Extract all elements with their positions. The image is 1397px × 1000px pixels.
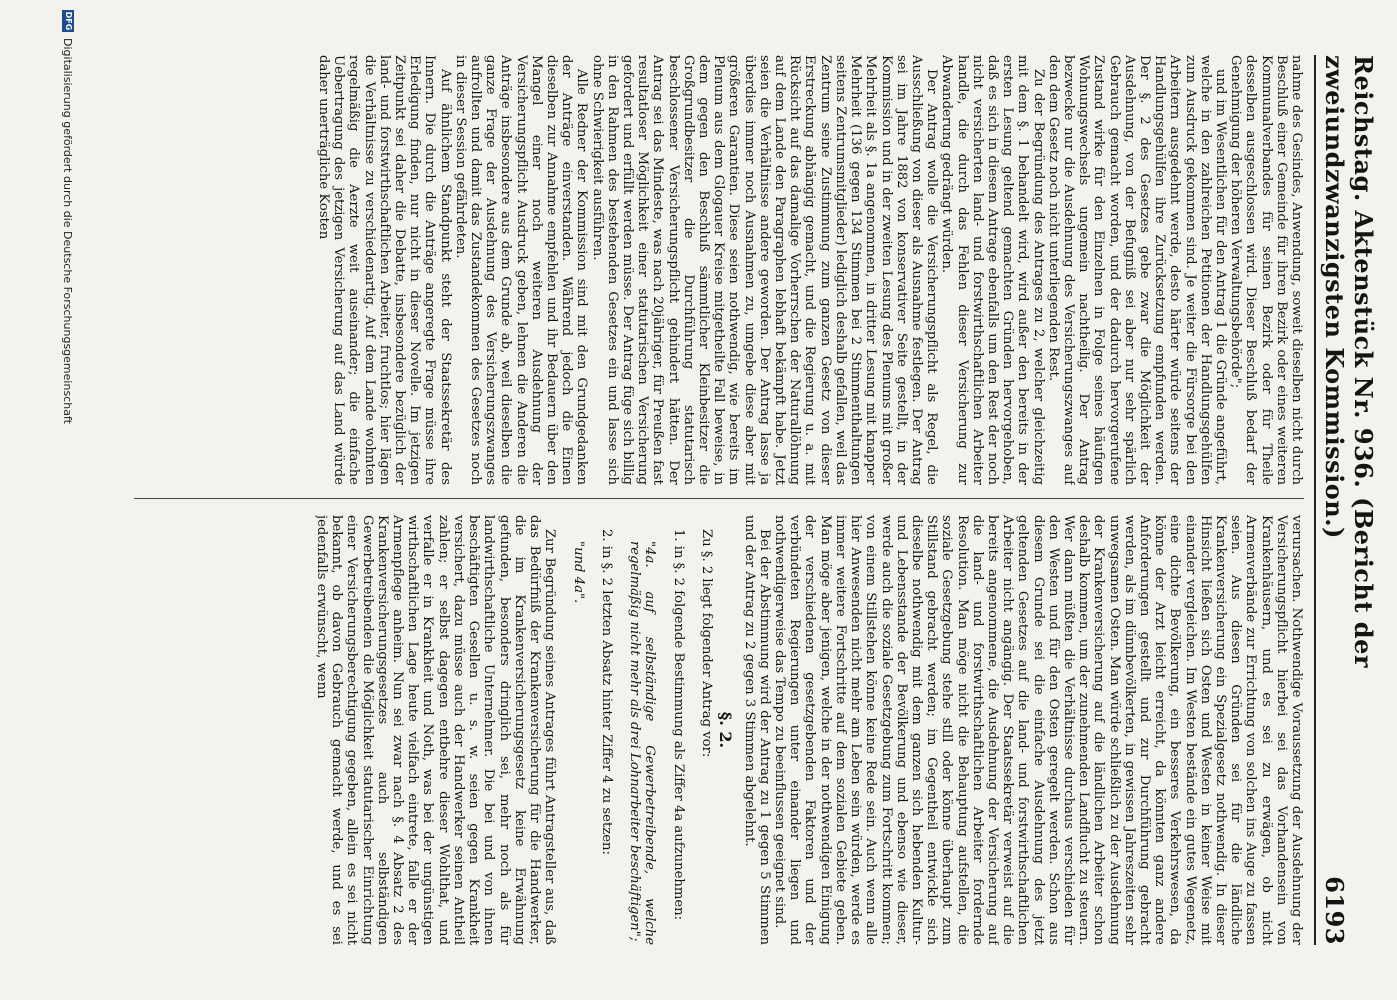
paragraph: nahme des Gesindes, Anwendung, soweit dieselben nicht durch Beschluß einer Gemeinde für ihren Bezirk oder eines weiteren Kommunalverbandes für seinen Bezirk oder für Theile desselben ausgeschlossen wird. Dieser Beschluß bedarf der Genehmigung der höheren Verwaltungsbehörde"; — [1228, 55, 1304, 485]
page-header — [1320, 55, 1378, 945]
page-header-title: Reichstag. Aktenstück Nr. 936. (Bericht der zweiundzwanzigsten Kommission.) — [1320, 55, 1378, 669]
dfg-logo-icon: DFG — [64, 11, 73, 31]
list-item: 1. in §. 2 folgende Bestimmung als Ziffer 4a aufzunehmen: — [670, 529, 686, 921]
quoted-provision: "und 4a". — [570, 541, 586, 604]
right-text-column — [134, 515, 1304, 945]
footer-credit: Digitalisierung gefördert durch die Deutsche Forschungsgemeinschaft — [61, 38, 75, 424]
paragraph: Zu der Begründung des Antrages zu 2, welcher gleichzeitig mit dem §. 1 behandelt wird, wird außer den bereits in der ersten Lesung geltend gemachten Gründen hervorgehoben, daß es sich in diesem Antrage ebenfalls um den Rest der noch nicht versicherten land- und forstwirthschaftlichen Arbeiter handle, die durch das Fehlen dieser Versicherung zur Abwanderung gedrängt würden. — [939, 55, 1046, 485]
section-heading: §. 2. — [716, 711, 736, 749]
paragraph: Zur Begründung seines Antrages führt Antragsteller aus, daß das Bedürfniß der Krankenversicherung für die Handwerker, die im Krankenversicherungsgesetz keine Erwähnung gefunden, besonders dringlich sei, mehr noch als für landwirthschaftliche Unternehmer. Die bei und von ihnen beschäftigten Gesellen u. s. w. seien gegen Krankheit versichert, dazu müsse auch der Handwerker seinen Antheil zahlen; er selbst dagegen entbehre dieser Wohlthat, und verfalle er in Krankheit und Noth, was bei der ungünstigen wirthschaftlichen Lage heute vielfach eintrete, falle er der Armenpflege anheim. Nun sei zwar nach §. 4 Absatz 2 des Krankenversicherungsgesetzes auch selbständigen Gewerbetreibenden die Möglichkeit statutarischer Einrichtung einer Versicherungsberechtigung gegeben, allein es sei nicht bekannt, ob davon Gebrauch gemacht werde, und es sei jedenfalls erwünscht, wenn — [314, 515, 558, 945]
header-rule — [1314, 55, 1316, 945]
list-item: 2. in §. 2 letzten Absatz hinter Ziffer 4 zu setzen: — [598, 529, 614, 855]
paragraph: Auf ähnlichem Standpunkt steht der Staatssekretär des Innern. Die durch die Anträge angeregte Frage müsse ihre Erledigung finden, nur nicht in dieser Novelle. Im jetzigen Zeitpunkt sei daher die Debatte, insbesondere bezüglich der land- und forstwirthschaftlichen Arbeiter, fruchtlos; hier lägen die Verhältnisse zu verschiedenartig. Auf dem Lande wohnten regelmäßig die Aerzte weit auseinander; die einfache Uebertragung des jetzigen Versicherung auf das Land würde daher unerträgliche Kosten — [316, 55, 453, 485]
paragraph: Zu §. 2 liegt folgender Antrag vor: — [699, 529, 715, 758]
paragraph: Alle Redner der Kommission sind mit den Grundgedanken der Anträge einverstanden. Während jedoch die Einen dieselben zur Annahme empfehlen und ihr Bedauern über den Mangel einer noch weiteren Ausdehnung der Versicherungspflicht Ausdruck geben, lehnen die Anderen die Anträge insbesondere aus dem Grunde ab, weil dieselben die ganze Frage der Ausdehnung des Versicherungszwanges aufrollten und damit das Zustandekommen des Gesetzes noch in dieser Session gefährdeten. — [452, 55, 590, 485]
paragraph: und im Wesentlichen für den Antrag 1 die Gründe angeführt, welche in den zahlreichen Petitionen der Handlungsgehülfen zum Ausdruck gekommen sind. Je weiter die Fürsorge bei den Arbeitern ausgedehnt werde, desto härter würde seitens der Handlungsgehülfen ihre Zurücksetzung empfunden werden. Der §. 2 des Gesetzes gebe zwar die Möglichkeit der Ausdehnung, von der Befugniß sei aber nur sehr spärlich Gebrauch gemacht worden, und der dadurch hervorgerufene Zustand wirke für den Einzelnen in Folge seines häufigen Wohnungswechsels ungemein nachtheilig. Der Antrag bezwecke nur die Ausdehnung des Versicherungszwanges auf den dem Gesetz noch nicht unterliegenden Rest. — [1045, 55, 1228, 485]
rotated-document-page — [2, 0, 1382, 1000]
page-number: 6193 — [1320, 876, 1349, 945]
paragraph: Der Antrag wolle die Versicherungspflicht als Regel, die Ausschließung von dieser als Ausnahme festlegen. Der Antrag sei im Jahre 1882 von konservativer Seite gestellt, in der Kommission und in der zweiten Lesung des Plenums mit großer Mehrheit als §. 1a angenommen, in dritter Lesung mit knapper Mehrheit (136 gegen 134 Stimmen bei 2 Stimmenthaltungen seitens Zentrumsmitglieder) lediglich deshalb gefallen, weil das Zentrum seine Zustimmung zum ganzen Gesetz von dieser Erstreckung abhängig gemacht, und die Regierung u. a. mit Rücksicht auf das damalige Vorherrschen der Naturallöhnung auf dem Lande den Paragraphen lebhaft bekämpft habe. Jetzt seien die Verhältnisse andere geworden. Der Antrag lasse ja überdies immer noch Ausnahmen zu, umgebe diese aber mit größeren Garantien. Diese seien nothwendig, wie bereits im Plenum aus dem Glogauer Kreise mitgetheilte Fall beweise, in dem gegen den Beschluß sämmtlicher Kleinbesitzer die Großgrundbesitzer die Durchführung statutarisch beschlossener Versicherungspflicht gehindert hätten. Der Antrag sei das Mindeste, was nach 20jähriger, für Preußen fast resultatloser Möglichkeit einer statutarischen Versicherung gefordert und erfüllt werden müsse. Der Antrag füge sich billig in den Rahmen des bestehenden Gesetzes ein und lasse sich ohne Schwierigkeit ausführen. — [589, 55, 940, 485]
paragraph: Bei der Abstimmung wird der Antrag zu 1 gegen 5 Stimmen und der Antrag zu 2 gegen 3 Stimmen abgelehnt. — [741, 515, 772, 945]
left-text-column — [134, 55, 1304, 485]
column-divider — [134, 498, 1304, 499]
quoted-provision: "4a. auf selbständige Gewerbetreibende, welche regelmäßig nicht mehr als drei Lohnarbeiter beschäftigen"; — [627, 541, 658, 945]
paragraph: verursachen. Nothwendige Voraussetzung der Ausdehnung der Versicherungspflicht hierbei sei das Vorhandensein von Krankenhäusern, und es sei zu erwägen, ob nicht Armenverbände zur Errichtung von solchen ins Auge zu fassen seien. Aus diesen Gründen sei für die ländliche Krankenversicherung ein Spezialgesetz nothwendig. In dieser Hinsicht ließen sich Osten und Westen in keiner Weise mit einander vergleichen. Im Westen bestände ein gutes Wegenetz, eine dichte Bevölkerung, ein besseres Verkehrswesen, da könne der Arzt leicht erreicht, da könnten ganz andere Anforderungen gestellt und zur Durchführung gebracht werden, als im dünnbevölkerten, in gewissen Jahreszeiten sehr unwegsamen Osten. Man würde schließlich zu der Ausdehnung der Krankenversicherung auf die ländlichen Arbeiter schon deshalb kommen, um der zunehmenden Landflucht zu steuern. Wer dann müßten die Verhältnisse durchaus verschieden für den Westen und für den Osten geregelt werden. Schon aus diesem Grunde sei die einfache Ausdehnung des jetzt geltenden Gesetzes auf die land- und forstwirthschaftlichen Arbeiter nicht angängig. Der Staatssekretär verweist auf die bereits angenommene, die Ausdehnung der Versicherung auf die land- und forstwirthschaftlichen Arbeiter fordernde Resolution. Man möge nicht die Behauptung aufstellen, die soziale Gesetzgebung stehe still oder könne überhaupt zum Stillstand gebracht werden; im Gegentheil entwickle sich dieselbe nothwendig mit dem ganzen sich hebenden Kultur- und Lebensstande der Bevölkerung und ebenso wie dieser, werde auch die soziale Gesetzgebung zum Fortschritt kommen; von einem Stillstehen könne keine Rede sein. Auch wenn alle hier Anwesenden nicht mehr am Leben sein würden, werde es immer weitere Fortschritte auf dem sozialen Gebiete geben. Man möge aber jenigen, welche in der nothwendigen Einigung der verschiedenen gesetzgebenden Faktoren und der verbündeten Regierungen unter einander liegen und nothwendigerweise das Tempo zu beeinflussen geeignet sind. — [772, 515, 1304, 945]
digitization-footer — [59, 0, 77, 1000]
